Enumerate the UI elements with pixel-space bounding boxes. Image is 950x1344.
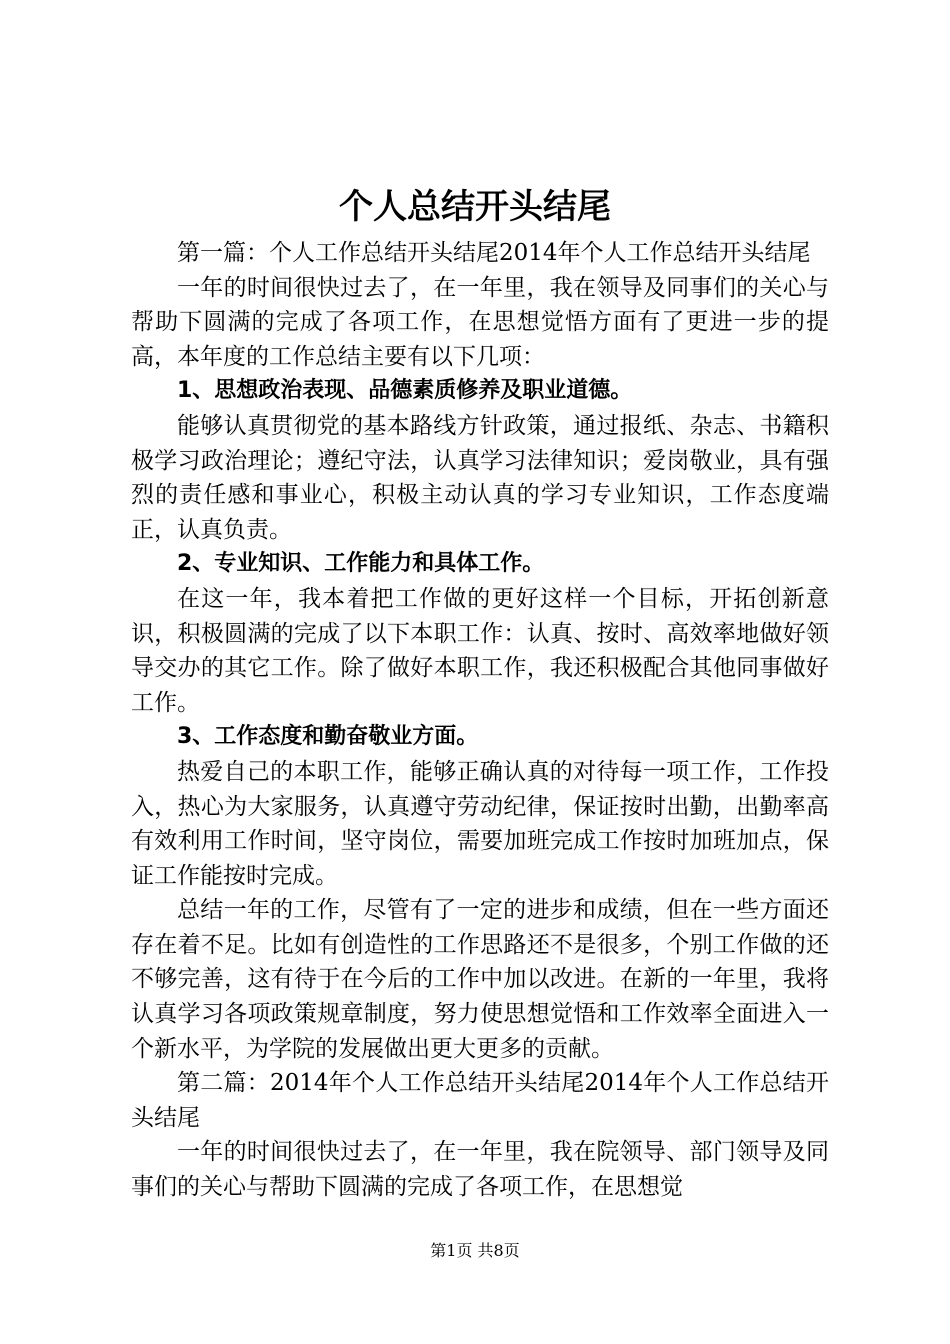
page-number-footer: 第1页 共8页 <box>430 1241 520 1260</box>
paragraph-professional: 在这一年，我本着把工作做的更好这样一个目标，开拓创新意识，积极圆满的完成了以下本职工作：认真、按时、高效率地做好领导交办的其它工作。除了做好本职工作，我还积极配合其他同事做好工作。 <box>131 585 829 716</box>
paragraph-part1-title: 第一篇：个人工作总结开头结尾2014年个人工作总结开头结尾 <box>177 240 811 266</box>
section-heading-1: 1、思想政治表现、品德素质修养及职业道德。 <box>177 378 633 404</box>
paragraph-political: 能够认真贯彻党的基本路线方针政策，通过报纸、杂志、书籍积极学习政治理论；遵纪守法，认真学习法律知识；爱岗敬业，具有强烈的责任感和事业心，积极主动认真的学习专业知识，工作态度端正，认真负责。 <box>131 412 829 543</box>
section-heading-2: 2、专业知识、工作能力和具体工作。 <box>177 551 545 577</box>
document-body <box>131 236 829 1205</box>
document-title: 个人总结开头结尾 <box>339 187 611 227</box>
paragraph-part2-title: 第二篇：2014年个人工作总结开头结尾2014年个人工作总结开头结尾 <box>131 1070 829 1131</box>
paragraph-intro: 一年的时间很快过去了，在一年里，我在领导及同事们的关心与帮助下圆满的完成了各项工作，在思想觉悟方面有了更进一步的提高，本年度的工作总结主要有以下几项： <box>131 274 829 370</box>
section-heading-3: 3、工作态度和勤奋敬业方面。 <box>177 724 479 750</box>
paragraph-conclusion: 总结一年的工作，尽管有了一定的进步和成绩，但在一些方面还存在着不足。比如有创造性的工作思路还不是很多，个别工作做的还不够完善，这有待于在今后的工作中加以改进。在新的一年里，我将认真学习各项政策规章制度，努力使思想觉悟和工作效率全面进入一个新水平，为学院的发展做出更大更多的贡献。 <box>131 897 829 1062</box>
paragraph-attitude: 热爱自己的本职工作，能够正确认真的对待每一项工作，工作投入，热心为大家服务，认真遵守劳动纪律，保证按时出勤，出勤率高有效利用工作时间，坚守岗位，需要加班完成工作按时加班加点，保证工作能按时完成。 <box>131 758 829 889</box>
paragraph-part2-intro: 一年的时间很快过去了，在一年里，我在院领导、部门领导及同事们的关心与帮助下圆满的完成了各项工作，在思想觉 <box>131 1139 829 1201</box>
